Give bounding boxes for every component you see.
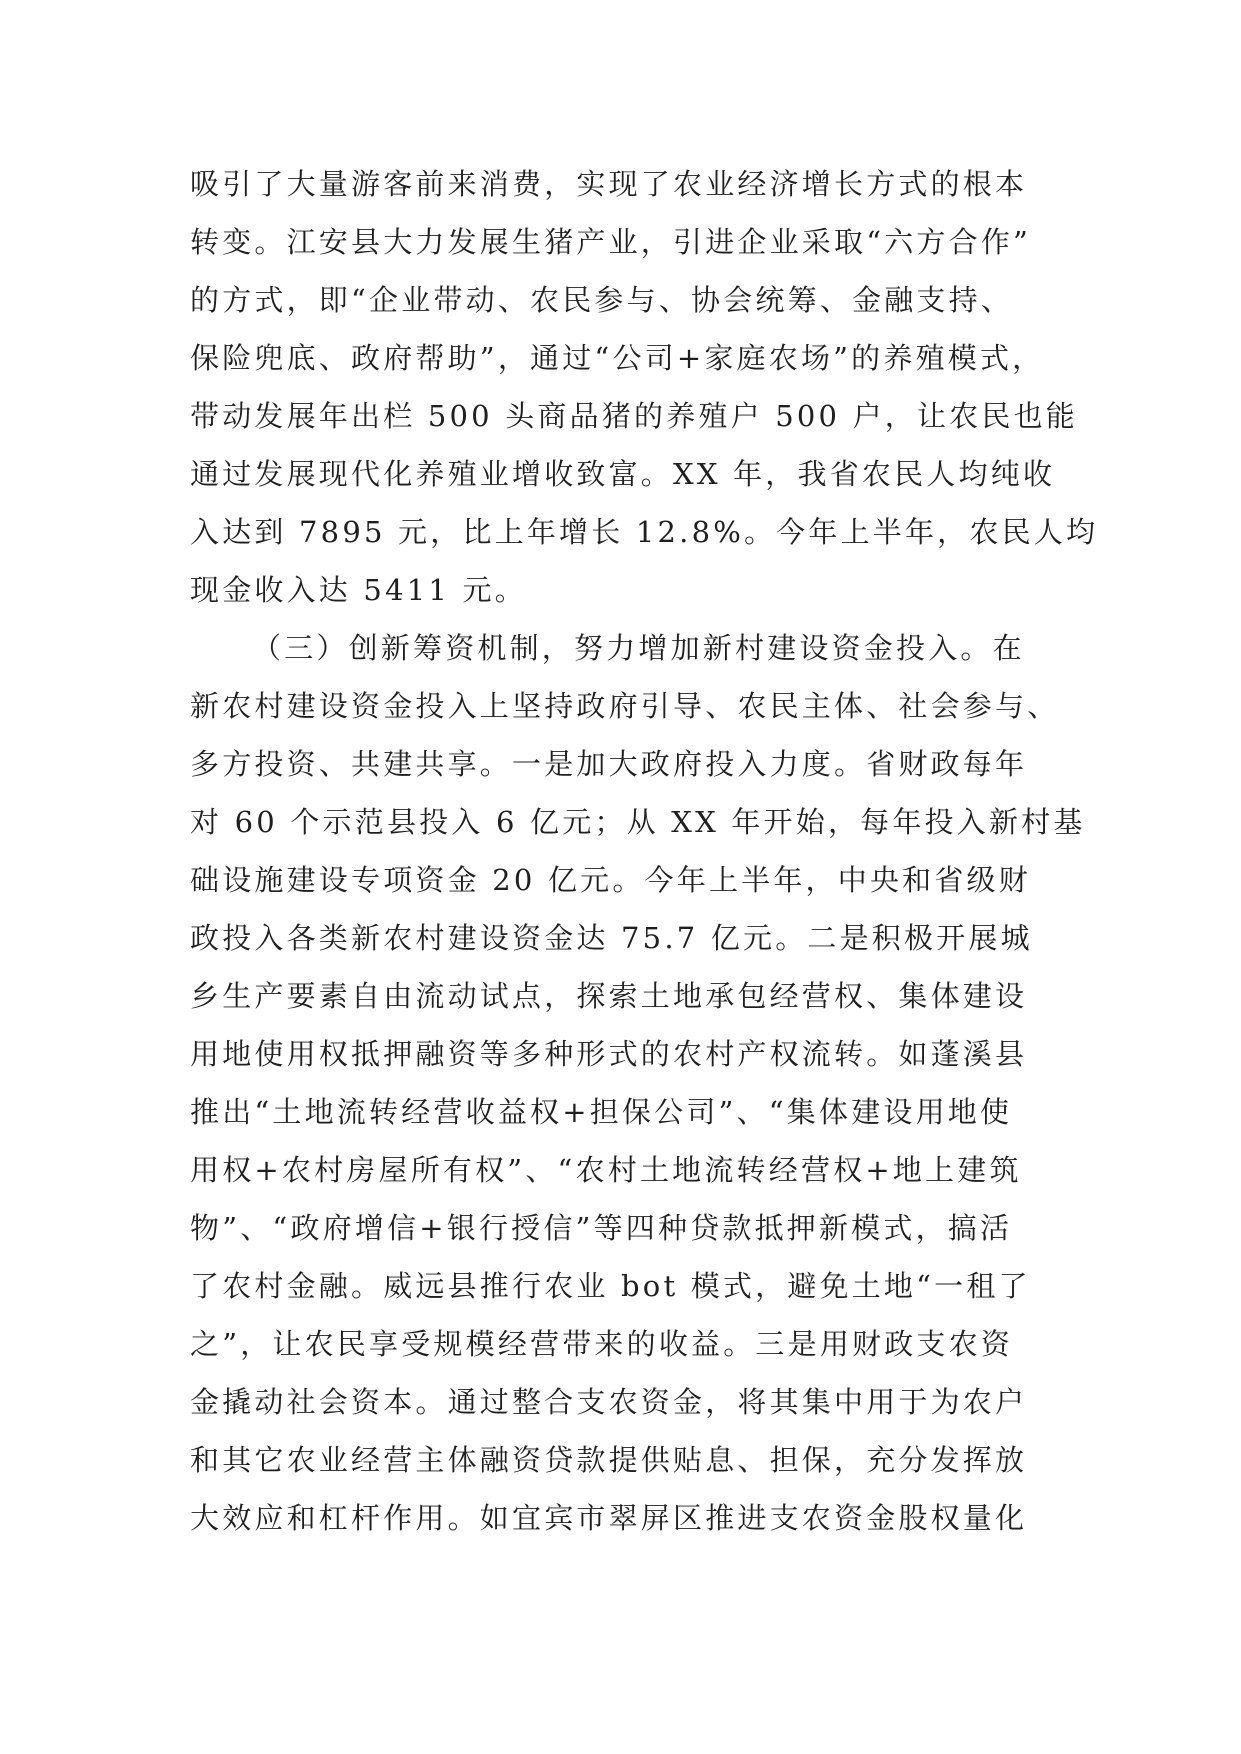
text-line: 用权+农村房屋所有权”、“农村土地流转经营权+地上建筑 (190, 1153, 1022, 1187)
text-line: 金撬动社会资本。通过整合支农资金，将其集中用于为农户 (190, 1385, 1028, 1419)
text-line: 入达到 7895 元，比上年增长 12.8%。今年上半年，农民人均 (190, 515, 1099, 549)
text-line: 推出“土地流转经营收益权+担保公司”、“集体建设用地使 (190, 1095, 1013, 1129)
text-line: 转变。江安县大力发展生猪产业，引进企业采取“六方合作” (190, 225, 1032, 259)
text-line: 和其它农业经营主体融资贷款提供贴息、担保，充分发挥放 (190, 1443, 1028, 1477)
text-line: 对 60 个示范县投入 6 亿元；从 XX 年开始，每年投入新村基 (190, 805, 1086, 839)
text-line: 吸引了大量游客前来消费，实现了农业经济增长方式的根本 (190, 167, 1028, 201)
paragraph-1 (190, 155, 1099, 619)
text-line: 物”、“政府增信+银行授信”等四种贷款抵押新模式，搞活 (190, 1211, 1013, 1245)
text-line: 大效应和杠杆作用。如宜宾市翠屏区推进支农资金股权量化 (190, 1501, 1028, 1535)
text-line: 带动发展年出栏 500 头商品猪的养殖户 500 户，让农民也能 (190, 399, 1078, 433)
text-line: 的方式，即“企业带动、农民参与、协会统筹、金融支持、 (190, 283, 1014, 317)
text-line: 乡生产要素自由流动试点，探索土地承包经营权、集体建设 (190, 979, 1028, 1013)
text-line: 了农村金融。威远县推行农业 bot 模式，避免土地“一租了 (190, 1269, 1031, 1303)
text-line: 新农村建设资金投入上坚持政府引导、农民主体、社会参与、 (190, 689, 1060, 723)
text-line: 现金收入达 5411 元。 (190, 573, 527, 607)
text-line: 政投入各类新农村建设资金达 75.7 亿元。二是积极开展城 (190, 921, 1033, 955)
text-line: 多方投资、共建共享。一是加大政府投入力度。省财政每年 (190, 747, 1028, 781)
text-line: 保险兜底、政府帮助”，通过“公司+家庭农场”的养殖模式， (190, 341, 1045, 375)
text-line: 础设施建设专项资金 20 亿元。今年上半年，中央和省级财 (190, 863, 1031, 897)
body-text (190, 155, 1099, 1547)
text-line: 通过发展现代化养殖业增收致富。XX 年，我省农民人均纯收 (190, 457, 1056, 491)
text-line: 之”，让农民享受规模经营带来的收益。三是用财政支农资 (190, 1327, 1014, 1361)
text-line: （三）创新筹资机制，努力增加新村建设资金投入。在 (252, 631, 1025, 665)
text-line: 用地使用权抵押融资等多种形式的农村产权流转。如蓬溪县 (190, 1037, 1028, 1071)
paragraph-2 (190, 619, 1086, 1547)
